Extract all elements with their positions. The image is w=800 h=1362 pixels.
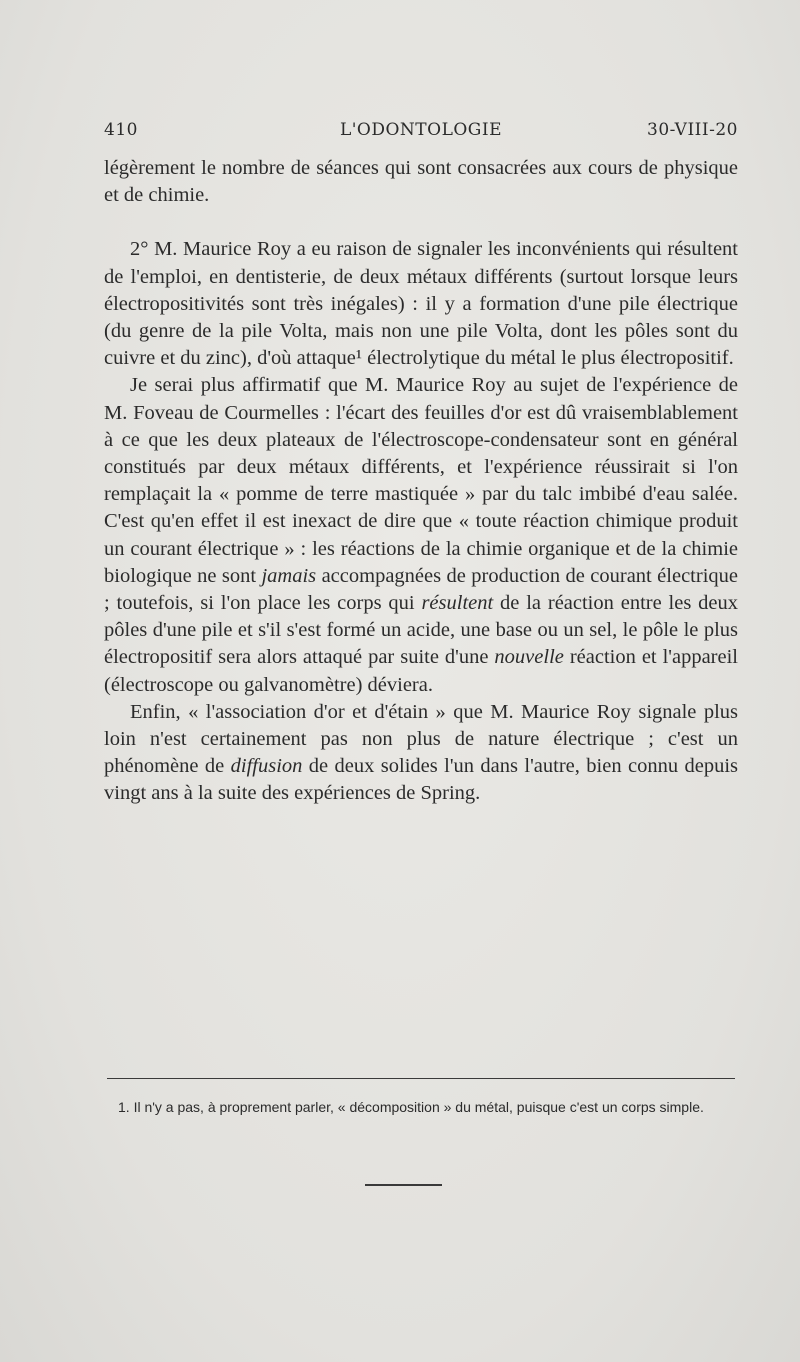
end-rule: [365, 1184, 442, 1186]
page-number: 410: [104, 120, 138, 140]
paragraph-or-etain: [104, 699, 738, 808]
body-text: [104, 155, 738, 808]
emphasis-jamais: jamais: [261, 564, 317, 587]
paragraph-text: 2° M. Maurice Roy a eu raison de signaler les inconvénients qui résultent de l'emploi, en dentisterie, de deux métaux différents (surtout lorsque leurs électropositivités sont très inégales) : il y a formation d'une pile électrique (du genre de la pile Volta, mais non une pile Volta, dont les pôles sont du cuivre et du zinc), d'où attaque¹ électrolytique du métal le plus électropositif.: [104, 238, 738, 370]
paragraph-text: réaction et l'appareil (électroscope ou galvanomètre) déviera.: [104, 646, 738, 696]
emphasis-diffusion: diffusion: [230, 755, 303, 778]
emphasis-nouvelle: nouvelle: [494, 646, 564, 669]
paragraph-continuation: [104, 155, 738, 209]
footnote: [104, 1098, 738, 1116]
emphasis-resultent: résultent: [421, 592, 494, 615]
paragraph-text: Enfin, « l'association d'or et d'étain » que M. Maurice Roy signale plus loin n'est certainement pas non plus de nature électrique ; c'est un phénomène de: [104, 700, 738, 778]
running-header: [104, 120, 738, 146]
paragraph-text: Je serai plus affirmatif que M. Maurice Roy au sujet de l'expérience de M. Foveau de Courmelles : l'écart des feuilles d'or est dû vraisemblablement à ce que les deux plateaux de l'électroscope-condensateur sont en général constitués par deux métaux différents, et l'expérience réussirait si l'on remplaçait la « pomme de terre mastiquée » par du talc imbibé d'eau salée. C'est qu'en effet il est inexact de dire que « toute réaction chimique produit un courant électrique » : les réactions de la chimie organique et de la chimie biologique ne sont: [104, 374, 738, 587]
journal-title: L'ODONTOLOGIE: [339, 120, 503, 140]
paragraph-text: de deux solides l'un dans l'autre, bien connu depuis vingt ans à la suite des expériences de Spring.: [104, 755, 738, 805]
paragraph-point-2: [104, 236, 738, 372]
issue-date: 30-VIII-20: [647, 120, 738, 140]
paragraph-foveau-experiment: [104, 372, 738, 698]
paragraph-text: légèrement le nombre de séances qui sont consacrées aux cours de physique et de chimie.: [104, 157, 738, 207]
paragraph-text: accompagnées de production de courant électrique ; toutefois, si l'on place les corps qui: [104, 564, 738, 615]
footnote-divider: [107, 1078, 735, 1079]
paragraph-text: de la réaction entre les deux pôles d'une pile et s'il s'est formé un acide, une base ou un sel, le pôle le plus électropositif sera alors attaqué par suite d'une: [104, 592, 738, 669]
footnote-text: 1. Il n'y a pas, à proprement parler, « décomposition » du métal, puisque c'est un corps simple.: [118, 1099, 704, 1115]
